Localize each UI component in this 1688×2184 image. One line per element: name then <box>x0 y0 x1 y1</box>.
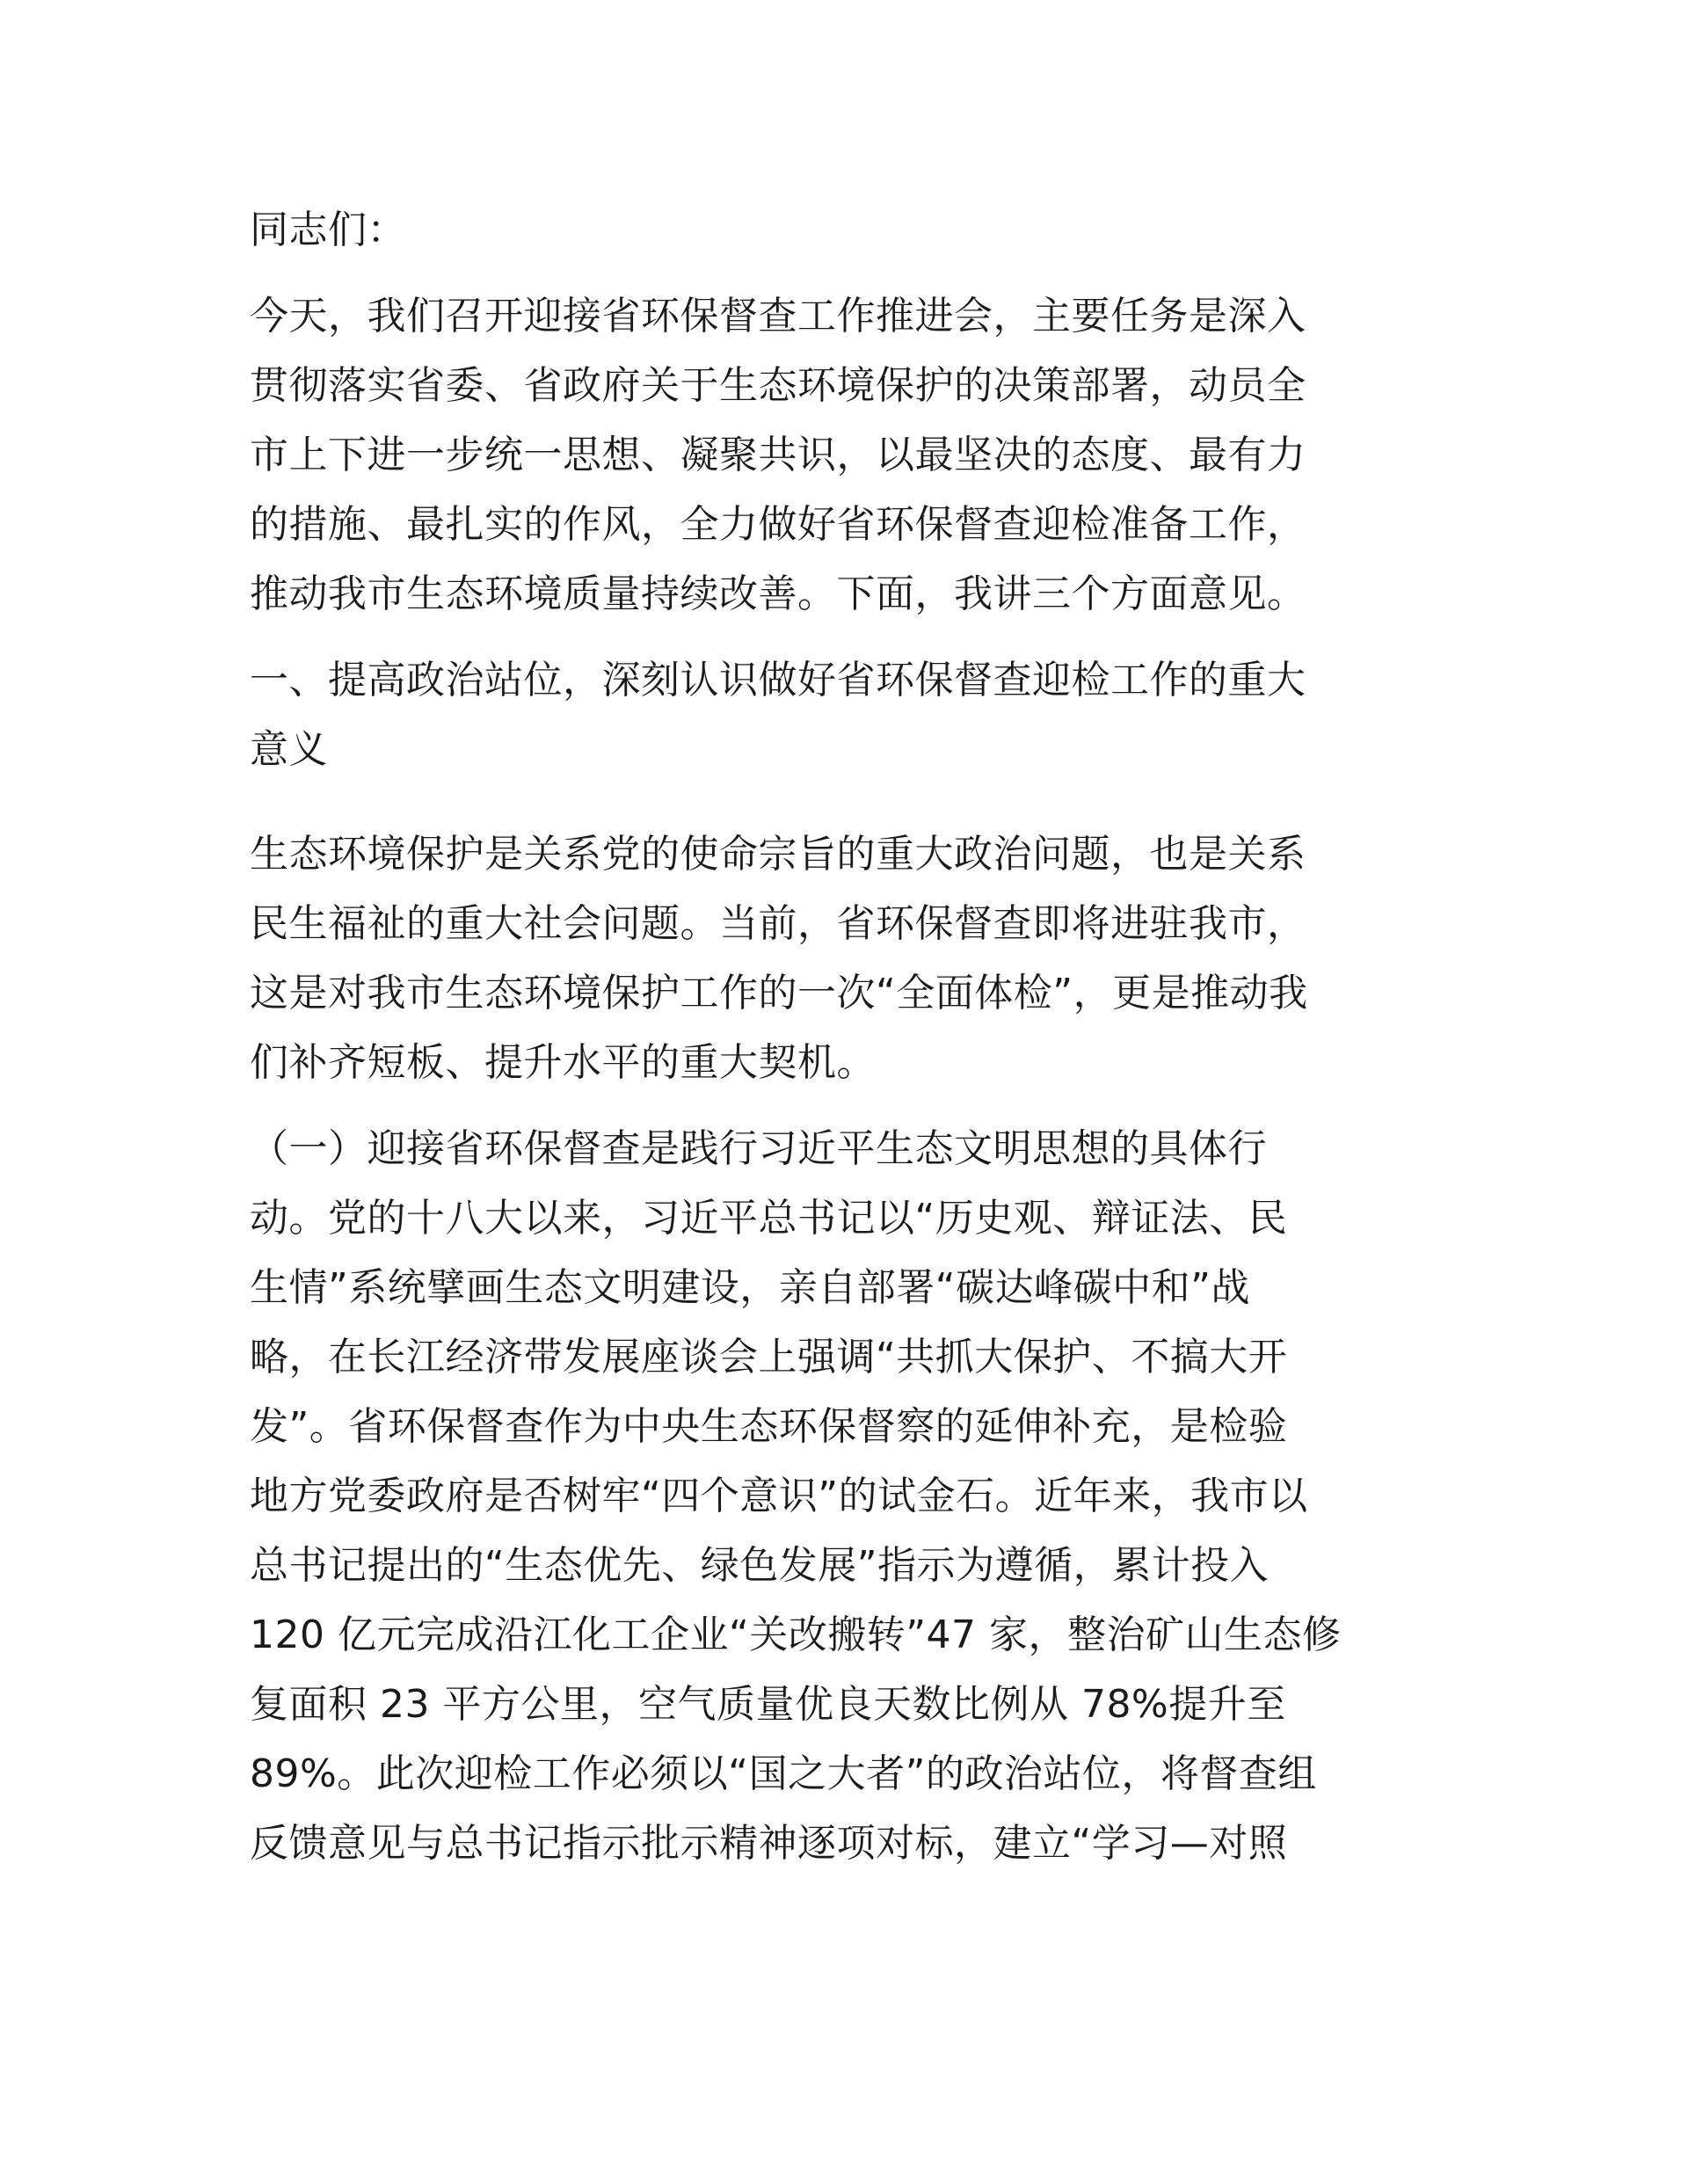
subsection-line: 动。党的十八大以来，习近平总书记以“历史观、辩证法、民 <box>250 1196 1288 1241</box>
section-paragraph-line: 这是对我市生态环境保护工作的一次“全面体检”，更是推动我 <box>250 971 1308 1016</box>
section-paragraph-line: 生态环境保护是关系党的使命宗旨的重大政治问题，也是关系 <box>250 832 1306 877</box>
intro-line: 推动我市生态环境质量持续改善。下面，我讲三个方面意见。 <box>250 571 1306 616</box>
subsection-line: （一）迎接省环保督查是践行习近平生态文明思想的具体行 <box>250 1126 1267 1171</box>
section-heading-line: 意义 <box>250 727 328 772</box>
subsection-line: 生情”系统擘画生态文明建设，亲自部署“碳达峰碳中和”战 <box>250 1265 1250 1310</box>
section-heading <box>250 645 1445 784</box>
greeting <box>250 195 1445 265</box>
subsection-paragraph <box>250 1114 1445 1878</box>
intro-line: 今天，我们召开迎接省环保督查工作推进会，主要任务是深入 <box>250 294 1306 339</box>
subsection-line: 略，在长江经济带发展座谈会上强调“共抓大保护、不搞大开 <box>250 1335 1288 1380</box>
section-paragraph <box>250 819 1445 1097</box>
section-paragraph-line: 们补齐短板、提升水平的重大契机。 <box>250 1040 876 1085</box>
subsection-line: 反馈意见与总书记指示批示精神逐项对标，建立“学习—对照 <box>250 1821 1288 1866</box>
section-paragraph-line: 民生福祉的重大社会问题。当前，省环保督查即将进驻我市， <box>250 901 1306 946</box>
section-heading-line: 一、提高政治站位，深刻认识做好省环保督查迎检工作的重大 <box>250 658 1306 703</box>
subsection-line: 120 亿元完成沿江化工企业“关改搬转”47 家，整治矿山生态修 <box>250 1613 1342 1657</box>
greeting-text: 同志们： <box>250 207 406 252</box>
subsection-line: 89%。此次迎检工作必须以“国之大者”的政治站位，将督查组 <box>250 1751 1317 1796</box>
subsection-line: 复面积 23 平方公里，空气质量优良天数比例从 78%提升至 <box>250 1682 1286 1727</box>
intro-line: 的措施、最扎实的作风，全力做好省环保督查迎检准备工作， <box>250 502 1306 547</box>
intro-line: 市上下进一步统一思想、凝聚共识，以最坚决的态度、最有力 <box>250 433 1306 477</box>
intro-line: 贯彻落实省委、省政府关于生态环境保护的决策部署，动员全 <box>250 363 1306 408</box>
intro-paragraph <box>250 281 1445 629</box>
subsection-line: 地方党委政府是否树牢“四个意识”的试金石。近年来，我市以 <box>250 1474 1308 1518</box>
subsection-line: 发”。省环保督查作为中央生态环保督察的延伸补充，是检验 <box>250 1404 1288 1449</box>
subsection-line: 总书记提出的“生态优先、绿色发展”指示为遵循，累计投入 <box>250 1543 1270 1588</box>
